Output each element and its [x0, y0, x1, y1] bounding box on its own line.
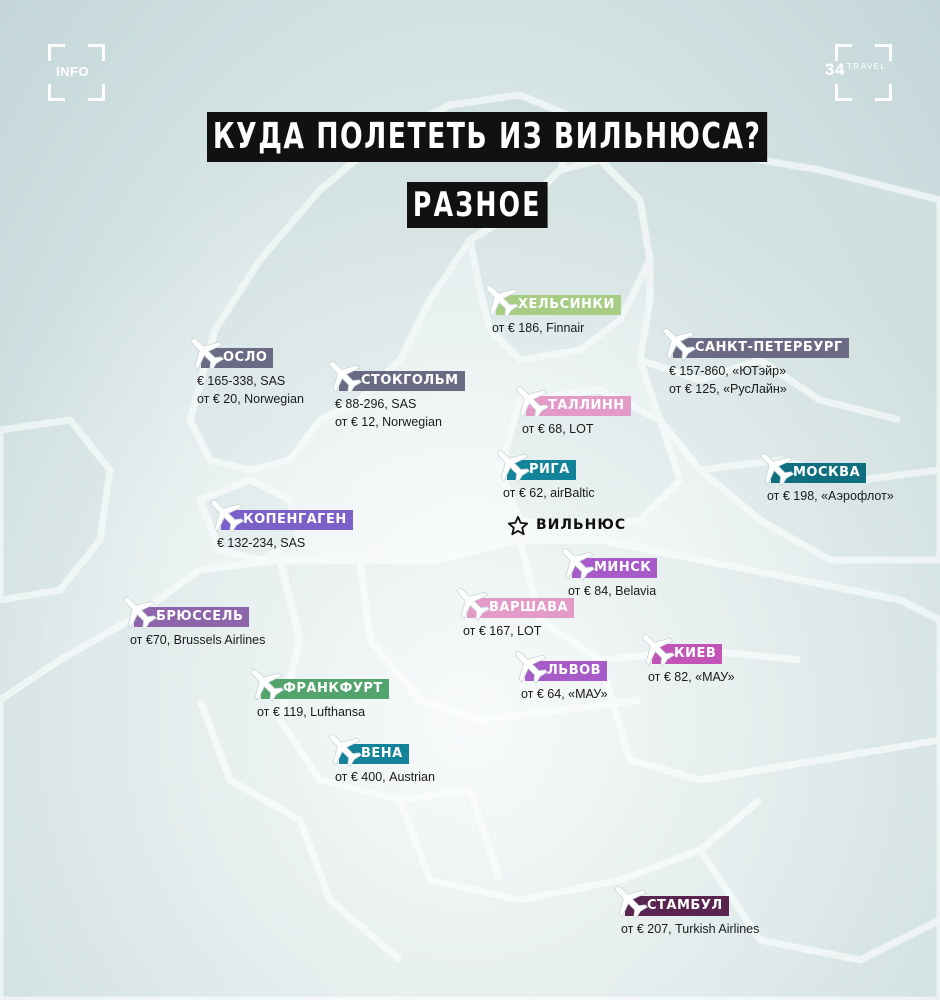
- city-label-riga: РИГА: [507, 460, 576, 480]
- frame-corner-tl-d: [88, 84, 105, 101]
- price-list-tallinn: [522, 420, 593, 438]
- price-list-stockholm: [335, 395, 442, 431]
- price-list-lviv: [521, 685, 608, 703]
- price-line: от € 20, Norwegian: [197, 392, 304, 406]
- price-list-warsaw: [463, 622, 541, 640]
- price-list-helsinki: [492, 319, 584, 337]
- airplane-icon: [245, 663, 285, 703]
- price-list-saint-petersburg: [669, 362, 787, 398]
- city-label-warsaw: ВАРШАВА: [467, 598, 574, 618]
- price-list-brussels: [130, 631, 265, 649]
- page-title: КУДА ПОЛЕТЕТЬ ИЗ ВИЛЬНЮСА?: [207, 112, 767, 162]
- price-list-vienna: [335, 768, 435, 786]
- airplane-icon: [609, 880, 649, 920]
- city-label-stockholm: СТОКГОЛЬМ: [339, 371, 465, 391]
- city-label-oslo: ОСЛО: [201, 348, 273, 368]
- airplane-icon: [323, 728, 363, 768]
- frame-corner-tl-c: [48, 84, 65, 101]
- price-list-oslo: [197, 372, 304, 408]
- info-label: INFO: [56, 64, 90, 79]
- price-line: € 157-860, «ЮТэйр»: [669, 364, 787, 378]
- airplane-icon: [556, 542, 596, 582]
- frame-corner-tr-b: [875, 44, 892, 61]
- price-line: от € 198, «Аэрофлот»: [767, 489, 894, 503]
- airplane-icon: [480, 279, 520, 319]
- brand-logo: [825, 60, 886, 80]
- price-list-moscow: [767, 487, 894, 505]
- airplane-icon: [323, 355, 363, 395]
- airplane-icon: [509, 645, 549, 685]
- price-line: от € 68, LOT: [522, 422, 594, 436]
- frame-corner-tl-b: [88, 44, 105, 61]
- price-list-minsk: [568, 582, 656, 600]
- frame-corner-tr-c: [835, 84, 852, 101]
- city-label-copenhagen: КОПЕНГАГЕН: [221, 510, 353, 530]
- price-line: € 165-338, SAS: [197, 374, 286, 388]
- price-list-istanbul: [621, 920, 759, 938]
- price-list-kyiv: [648, 668, 735, 686]
- airplane-icon: [185, 332, 225, 372]
- airplane-icon: [510, 380, 550, 420]
- page-subtitle: РАЗНОЕ: [407, 182, 548, 228]
- price-list-frankfurt: [257, 703, 365, 721]
- city-label-istanbul: СТАМБУЛ: [625, 896, 729, 916]
- airplane-icon: [451, 582, 491, 622]
- price-line: от € 12, Norwegian: [335, 415, 442, 429]
- price-list-riga: [503, 484, 595, 502]
- airplane-icon: [118, 591, 158, 631]
- price-line: от € 84, Belavia: [568, 584, 657, 598]
- city-label-brussels: БРЮССЕЛЬ: [134, 607, 249, 627]
- price-line: от € 400, Austrian: [335, 770, 435, 784]
- frame-corner-tr-d: [875, 84, 892, 101]
- origin-label: ВИЛЬНЮС: [536, 517, 627, 533]
- logo-number: 34: [825, 60, 845, 79]
- star-icon: [507, 515, 529, 537]
- city-label-kyiv: КИЕВ: [652, 644, 722, 664]
- city-label-lviv: ЛЬВОВ: [525, 661, 607, 681]
- price-line: от € 62, airBaltic: [503, 486, 595, 500]
- price-list-copenhagen: [217, 534, 305, 552]
- city-label-vienna: ВЕНА: [339, 744, 409, 764]
- price-line: € 88-296, SAS: [335, 397, 417, 411]
- price-line: от €70, Brussels Airlines: [130, 633, 266, 647]
- airplane-icon: [657, 322, 697, 362]
- price-line: от € 167, LOT: [463, 624, 542, 638]
- city-label-frankfurt: ФРАНКФУРТ: [261, 679, 389, 699]
- city-label-saint-petersburg: САНКТ-ПЕТЕРБУРГ: [673, 338, 849, 358]
- city-label-moscow: МОСКВА: [771, 463, 866, 483]
- price-line: € 132-234, SAS: [217, 536, 306, 550]
- logo-text: TRAVEL: [846, 62, 887, 71]
- airplane-icon: [205, 494, 245, 534]
- airplane-icon: [755, 447, 795, 487]
- city-label-helsinki: ХЕЛЬСИНКИ: [496, 295, 621, 315]
- frame-corner-tl-a: [48, 44, 65, 61]
- city-label-minsk: МИНСК: [572, 558, 657, 578]
- price-line: от € 125, «РусЛайн»: [669, 382, 787, 396]
- price-line: от € 82, «МАУ»: [648, 670, 735, 684]
- price-line: от € 119, Lufthansa: [257, 705, 366, 719]
- frame-corner-tr-a: [835, 44, 852, 61]
- airplane-icon: [491, 444, 531, 484]
- price-line: от € 186, Finnair: [492, 321, 585, 335]
- price-line: от € 207, Turkish Airlines: [621, 922, 760, 936]
- price-line: от € 64, «МАУ»: [521, 687, 608, 701]
- city-label-tallinn: ТАЛЛИНН: [526, 396, 631, 416]
- airplane-icon: [636, 628, 676, 668]
